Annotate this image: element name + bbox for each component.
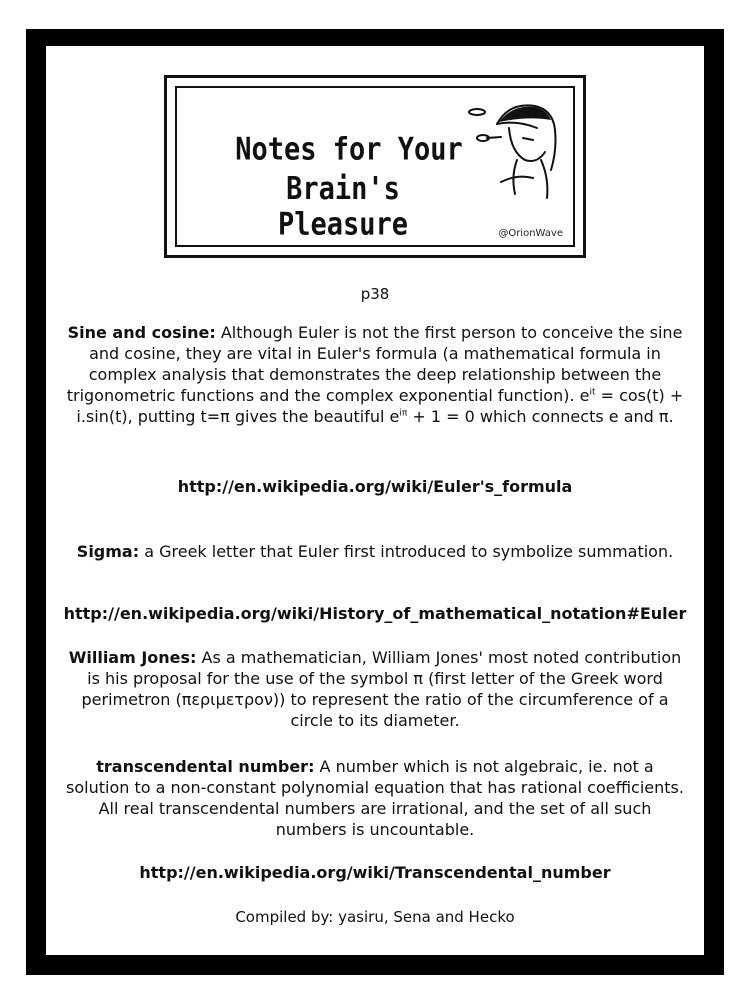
section-transcendental-number bbox=[66, 756, 684, 840]
section-text: + 1 = 0 which connects e and π. bbox=[407, 407, 674, 426]
section-label: Sigma: bbox=[76, 542, 140, 561]
section-text: a Greek letter that Euler first introduced to symbolize summation. bbox=[139, 542, 674, 561]
title-line-1: Notes for Your bbox=[235, 131, 463, 168]
title-box bbox=[164, 75, 586, 258]
superscript: iπ bbox=[399, 408, 408, 419]
superscript: it bbox=[589, 387, 596, 398]
section-label: Sine and cosine: bbox=[67, 323, 216, 342]
title-line-2: Brain's Pleasure bbox=[277, 171, 409, 243]
section-text: = cos(t) + i.sin(t), putting t=π gives the beautiful e bbox=[76, 386, 684, 426]
compiled-by-credits: Compiled by: yasiru, Sena and Hecko bbox=[235, 908, 515, 926]
section-sigma bbox=[66, 541, 684, 562]
artist-credit-tag: @OrionWave bbox=[498, 228, 563, 239]
section-text: Although Euler is not the first person to conceive the sine and cosine, they are vital in Euler's formula (a mathematical formula in complex analysis that demonstrates the deep relationship between the trigonometric functions and the complex exponential function). e bbox=[66, 323, 683, 405]
link-euler-formula[interactable]: http://en.wikipedia.org/wiki/Euler's_formula bbox=[177, 477, 573, 496]
page-number: p38 bbox=[360, 285, 390, 303]
person-with-cap-sketch-icon bbox=[457, 94, 569, 214]
section-william-jones bbox=[66, 647, 684, 731]
section-label: William Jones: bbox=[68, 648, 197, 667]
section-text: As a mathematician, William Jones' most noted contribution is his proposal for the use of the symbol π (first letter of the Greek word perimetron (περιμετρον)) to represent the ratio of the circumference of a circle to its diameter. bbox=[81, 648, 682, 730]
section-sine-cosine bbox=[66, 322, 684, 427]
link-math-notation[interactable]: http://en.wikipedia.org/wiki/History_of_mathematical_notation#Euler bbox=[63, 604, 687, 623]
title-inner-border bbox=[175, 86, 575, 247]
link-transcendental-number[interactable]: http://en.wikipedia.org/wiki/Transcendental_number bbox=[139, 863, 611, 882]
section-text: A number which is not algebraic, ie. not a solution to a non-constant polynomial equation that has rational coefficients. All real transcendental numbers are irrational, and the set of all such numbers is uncountable. bbox=[66, 757, 684, 839]
section-label: transcendental number: bbox=[96, 757, 315, 776]
